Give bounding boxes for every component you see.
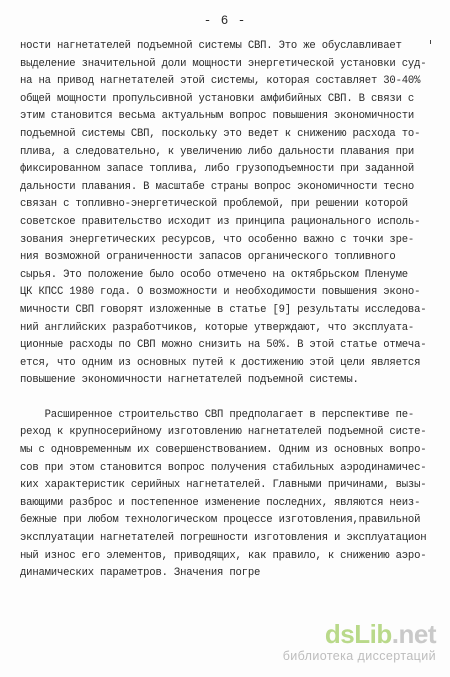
text-line: сов при этом становится вопрос получения стабильных аэродинамичес- bbox=[20, 461, 427, 474]
text-line: связан с топливно-энергетической проблемой, при решении которой bbox=[20, 198, 408, 211]
text-line: выделение значительной доли мощности энергетической установки суд- bbox=[20, 57, 427, 70]
text-line: подъемной системы СВП, поскольку это ведет к снижению расхода то- bbox=[20, 127, 421, 140]
text-line: ционные расходы по СВП можно снизить на 50%. В этой статье отмеча- bbox=[20, 339, 427, 352]
text-line: ности нагнетателей подъемной системы СВП. Это же обуславливает bbox=[20, 40, 402, 52]
page-number: - 6 - bbox=[203, 14, 247, 28]
text-line: ких характеристик серийных нагнетателей. Главными причинами, вызы- bbox=[20, 479, 427, 492]
watermark-logo-text bbox=[283, 621, 436, 647]
text-line: сырья. Это положение было особо отмечено на октябрьском Пленуме bbox=[20, 268, 408, 281]
text-line: эксплуатации нагнетателей погрешности изготовления и эксплуатацион bbox=[20, 532, 427, 545]
text-line: этим становится весьма актуальным вопрос повышения экономичности bbox=[20, 110, 415, 123]
text-line: ЦК КПСС 1980 года. О возможности и необходимости повышения эконо- bbox=[20, 286, 421, 299]
text-line: мичности СВП говорят изложенные в статье [9] результаты исследова- bbox=[20, 303, 427, 316]
text-line: бежные при любом технологическом процессе изготовления,правильной bbox=[20, 514, 421, 527]
text-line: советское правительство исходит из принципа рационального исполь- bbox=[20, 215, 421, 228]
text-line: общей мощности пропульсивной установки амфибийных СВП. В связи с bbox=[20, 92, 415, 105]
watermark-subtitle: библиотека диссертаций bbox=[282, 649, 436, 663]
text-line: дальности плавания. В масштабе страны вопрос экономичности тесно bbox=[20, 180, 415, 193]
paragraph-1 bbox=[20, 38, 442, 390]
text-line: повышение экономичности нагнетателей подъемной системы. bbox=[20, 374, 359, 387]
text-line: зования энергетических ресурсов, что особенно важно с точки зре- bbox=[20, 233, 415, 246]
text-line: ется, что одним из основных путей к достижению этой цели является bbox=[20, 356, 421, 369]
text-line: фиксированном запасе топлива, либо грузоподъемности при заданной bbox=[20, 163, 415, 176]
text-line: мы с одновременным их совершенствованием. Одним из основных вопро- bbox=[20, 444, 427, 457]
text-line: динамических параметров. Значения погре bbox=[20, 567, 261, 580]
text-line: плива, а следовательно, к увеличению либо дальности плавания при bbox=[20, 145, 415, 158]
text-line: ний английских разработчиков, которые утверждают, что эксплуата- bbox=[20, 321, 415, 334]
text-line: на на привод нагнетателей этой системы, которая составляет 30-40% bbox=[20, 75, 421, 88]
text-line: ный износ его элементов, приводящих, как правило, к снижению аэро- bbox=[20, 549, 427, 562]
watermark-logo[interactable] bbox=[283, 621, 436, 663]
paragraph-2 bbox=[20, 407, 442, 583]
watermark-logo-main: dsLib bbox=[324, 619, 392, 649]
watermark-logo-suffix: .net bbox=[391, 619, 436, 649]
text-line: ния возможной ограниченности запасов органического топливного bbox=[20, 251, 396, 264]
paragraph-gap bbox=[20, 390, 442, 407]
text-line: реход к крупносерийному изготовлению нагнетателей подъемной систе- bbox=[20, 426, 427, 439]
text-line: Расширенное строительство СВП предполагает в перспективе пе- bbox=[20, 408, 415, 421]
text-line: вающими разброс и постепенное изменение последних, являются неиз- bbox=[20, 496, 421, 509]
body-text bbox=[20, 38, 442, 583]
